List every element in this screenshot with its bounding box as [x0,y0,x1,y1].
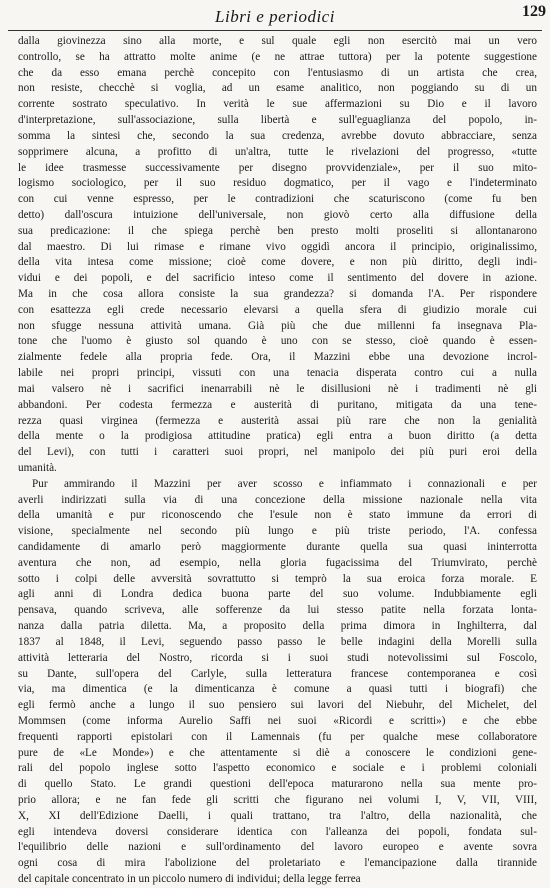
text-line: agli anni di Londra dedica buona parte del suo volume. Indubbiamente egli [18,588,537,601]
text-line: via, ma dimentica (e la dimenticanza è comune a quasi tutti i biografi) che [18,683,537,696]
text-line: egli fermò anche a lungo il suo pensiero sui lavori del Niebuhr, del Michelet, del [18,699,537,712]
text-line: della umanità e pur riconoscendo che l'esule non è stato immune da errori di [18,509,537,522]
text-line: con esattezza egli crede necessario elevarsi a quella sfera di giudizio morale cui [18,303,537,316]
text-line: del Levi), con tutti i caratteri suoi propri, nel manipolo dei più puri eroi della [18,446,537,459]
body-text [18,34,537,888]
header-rule [8,30,542,31]
text-line: che da esso emana perchè concepito con l'entusiasmo di un artista che crea, [18,66,537,79]
running-header [8,4,542,30]
text-line: mai valsero nè i sacrifici inenarrabili nè le disillusioni nè i tradimenti nè gli [18,382,537,395]
text-line: prio allora; e ne fan fede gli scritti che figurano nei volumi I, V, VII, VIII, [18,794,537,806]
text-line: somma la sintesi che, secondo la sua credenza, avrebbe dovuto abbracciare, senza [18,129,537,142]
text-line: pure de «Le Monde») e che attentamente si diè a conoscere le condizioni gene- [18,746,537,759]
text-line: non resiste, checchè si voglia, ad un esame analitico, non poggiando su di un [18,82,537,95]
text-line: del capitale concentrato in un piccolo numero di individui; della legge ferrea [18,873,361,886]
text-line: ogni cosa di mira l'abolizione del proletariato e l'emancipazione dalla tirannide [18,857,537,870]
text-line: Pur ammirando il Mazzini per aver scosso e infiammato i connazionali e per [32,477,537,490]
text-line: le idee trasmesse successivamente per disegno provvidenziale», per il suo mito- [18,161,537,174]
text-line: dalla giovinezza sino alla morte, e sul quale egli non esercitò mai un vero [18,35,537,47]
text-line: averli indirizzati sulla via di una concezione della missione nazionale nella vita [18,493,537,506]
text-line: tone che l'uomo è giusto sol quando è uno con se stesso, cioè quando è essen- [18,335,537,348]
text-line: Mommsen (come informa Aurelio Saffi nei suoi «Ricordi e scritti») e che ebbe [18,714,537,727]
text-line: frequenti rapporti epistolari con il Lamennais (fu per qualche mese collaboratore [18,730,537,743]
text-line: visione, specialmente nel secondo più lungo e più triste periodo, l'A. confessa [18,525,537,538]
text-line: della mente o la prodigiosa attitudine pratica) egli entra a buon diritto (a detta [18,430,537,443]
text-line: zialmente fedele alla propria fede. Ora, il Mazzini ebbe una devozione incrol- [18,351,537,364]
text-line: non sfugge nessuna attività umana. Già più che due millenni fa insegnava Pla- [18,319,537,332]
text-line: rali del popolo inglese sotto l'aspetto economico e sociale e i problemi coloniali [18,762,537,775]
text-line: dal maestro. Di lui rimase e rimane vivo oggidì ancora il principio, originalissimo, [18,240,537,253]
text-line: l'equilibrio delle nazioni e sull'ordinamento del lavoro europeo e avente sovra [18,841,537,854]
text-line: sotto i colpi delle avversità sovrattutto si temprò la sua eroica forza morale. E [18,572,537,585]
text-line: vidui e dei popoli, e del sacrificio inteso come il sentimento del dovere in azione. [18,272,537,285]
text-line: logismo sociologico, per il suo residuo dogmatico, per il vago e l'indeterminato [18,177,537,190]
text-line: nanza dalla patria diletta. Ma, a proposito della prima dimora in Inghilterra, dal [18,620,537,633]
text-line: corrente sostrato speculativo. In verità le sue affermazioni su Dio e il lavoro [18,98,537,111]
text-line: candidamente di amarlo però maggiormente durante quella sua quasi ininterrotta [18,541,537,553]
text-line: detto) dall'oscura intuizione dell'universale, non giovò certo alla diffusione della [18,208,537,221]
running-header-title: Libri e periodici [215,7,335,26]
text-line: con cui venne espresso, per le contradizioni che scaturiscono (come fu ben [18,193,537,206]
text-line: pensava, quando scriveva, alle sofferenze da lui stesso patite nella forzata lonta- [18,604,537,617]
text-line: abbandoni. Per codesta fermezza e austerità di puritano, mitigata da una tene- [18,398,537,411]
text-line: sopprimere alcuna, a profitto di un'altra, tutte le rivelazioni del progresso, «tutte [18,145,537,158]
text-line: rezza quasi virginea (fermezza e austerità assai più rare che non la genialità [18,414,537,427]
text-line: labile nei propri principi, vissuti con una tenacia disperata contro cui a nulla [18,367,537,380]
text-line: su Dante, sull'opera del Carlyle, sulla letteratura francese contemporanea e così [18,667,537,680]
text-line: Ma in che cosa allora consiste la sua grandezza? si domanda l'A. Per rispondere [18,288,537,300]
text-line: controllo, se ha attratto molte anime (e ne attrae tuttora) per la potente suggestione [18,50,537,63]
text-line: aventura che non, ad esempio, nella gloria fugacissima del Triumvirato, perchè [18,556,537,569]
text-line: di quello Stato. Le grandi questioni dell'epoca maturarono nella sua mente pro- [18,778,537,791]
text-line: d'interpretazione, sull'associazione, sulla libertà e sull'eguaglianza del popolo, in- [18,114,537,127]
text-line: attività letteraria del Nostro, ricorda si i suoi studi notevolissimi sul Foscolo, [18,651,537,664]
text-line: 1837 al 1848, il Levi, seguendo passo passo le belle indagini della Morelli sulla [18,635,537,648]
text-line: umanità. [18,461,57,474]
text-line: sua predicazione: il che spiega perchè ben presto molti proseliti si allontanarono [18,224,537,237]
text-line: X, XI dell'Edizione Daelli, i quali trattano, tra l'altro, della nazionalità, che [18,809,537,822]
page-number: 129 [522,3,546,20]
text-line: egli intendeva doversi considerare identica con l'alleanza dei popoli, fondata sul- [18,825,537,838]
text-line: della vita intesa come missione; cioè come dovere, e non più diritto, degli indi- [18,256,537,269]
